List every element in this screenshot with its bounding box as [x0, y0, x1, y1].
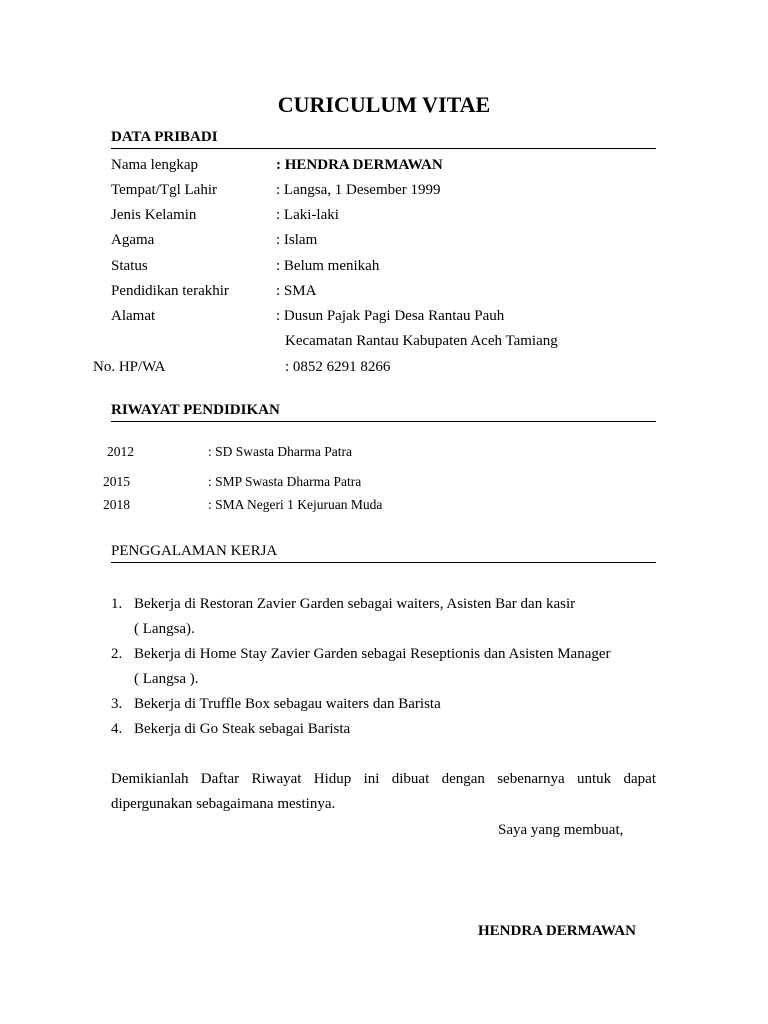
field-value-status: : Belum menikah: [276, 258, 380, 274]
field-value-address: : Dusun Pajak Pagi Desa Rantau Pauh: [276, 308, 505, 324]
education-school: : SMA Negeri 1 Kejuruan Muda: [208, 497, 383, 512]
field-label-phone: No. HP/WA: [93, 359, 166, 375]
section-divider: [111, 148, 656, 149]
field-label-status: Status: [111, 258, 148, 274]
education-year: 2018: [103, 497, 130, 512]
work-item-text: Bekerja di Restoran Zavier Garden sebagai waiters, Asisten Bar dan kasir: [134, 596, 576, 612]
work-item-number: 2.: [111, 646, 123, 662]
section-divider: [111, 562, 656, 563]
section-heading-work: PENGGALAMAN KERJA: [111, 543, 278, 559]
section-heading-personal: DATA PRIBADI: [111, 129, 218, 145]
education-year: 2015: [103, 474, 130, 489]
work-item-number: 4.: [111, 721, 123, 737]
closing-statement-line2: dipergunakan sebagaimana mestinya.: [111, 796, 336, 812]
signature-name: HENDRA DERMAWAN: [478, 923, 636, 939]
work-item-text: Bekerja di Truffle Box sebagau waiters dan Barista: [134, 696, 441, 712]
field-value-name: : HENDRA DERMAWAN: [276, 157, 443, 173]
education-school: : SD Swasta Dharma Patra: [208, 444, 352, 459]
work-item-number: 1.: [111, 596, 123, 612]
field-label-education: Pendidikan terakhir: [111, 283, 229, 299]
field-label-religion: Agama: [111, 232, 155, 248]
field-value-address-line2: Kecamatan Rantau Kabupaten Aceh Tamiang: [285, 333, 558, 349]
field-value-birth: : Langsa, 1 Desember 1999: [276, 182, 441, 198]
work-item-continuation: ( Langsa ).: [134, 671, 199, 687]
field-label-birth: Tempat/Tgl Lahir: [111, 182, 217, 198]
field-label-address: Alamat: [111, 308, 156, 324]
work-item-text: Bekerja di Home Stay Zavier Garden sebagai Reseptionis dan Asisten Manager: [134, 646, 611, 662]
field-value-phone: : 0852 6291 8266: [285, 359, 391, 375]
field-value-gender: : Laki-laki: [276, 207, 339, 223]
education-year: 2012: [107, 444, 134, 459]
field-value-education: : SMA: [276, 283, 317, 299]
section-heading-education: RIWAYAT PENDIDIKAN: [111, 402, 280, 418]
closing-statement-line1: Demikianlah Daftar Riwayat Hidup ini dibuat dengan sebenarnya untuk dapat: [111, 771, 656, 787]
signoff-text: Saya yang membuat,: [498, 822, 624, 838]
field-label-gender: Jenis Kelamin: [111, 207, 197, 223]
document-title: CURICULUM VITAE: [277, 92, 491, 117]
work-item-continuation: ( Langsa).: [134, 621, 195, 637]
field-label-name: Nama lengkap: [111, 157, 199, 173]
field-value-religion: : Islam: [276, 232, 318, 248]
section-divider: [111, 421, 656, 422]
work-item-text: Bekerja di Go Steak sebagai Barista: [134, 721, 351, 737]
work-item-number: 3.: [111, 696, 123, 712]
education-school: : SMP Swasta Dharma Patra: [208, 474, 362, 489]
